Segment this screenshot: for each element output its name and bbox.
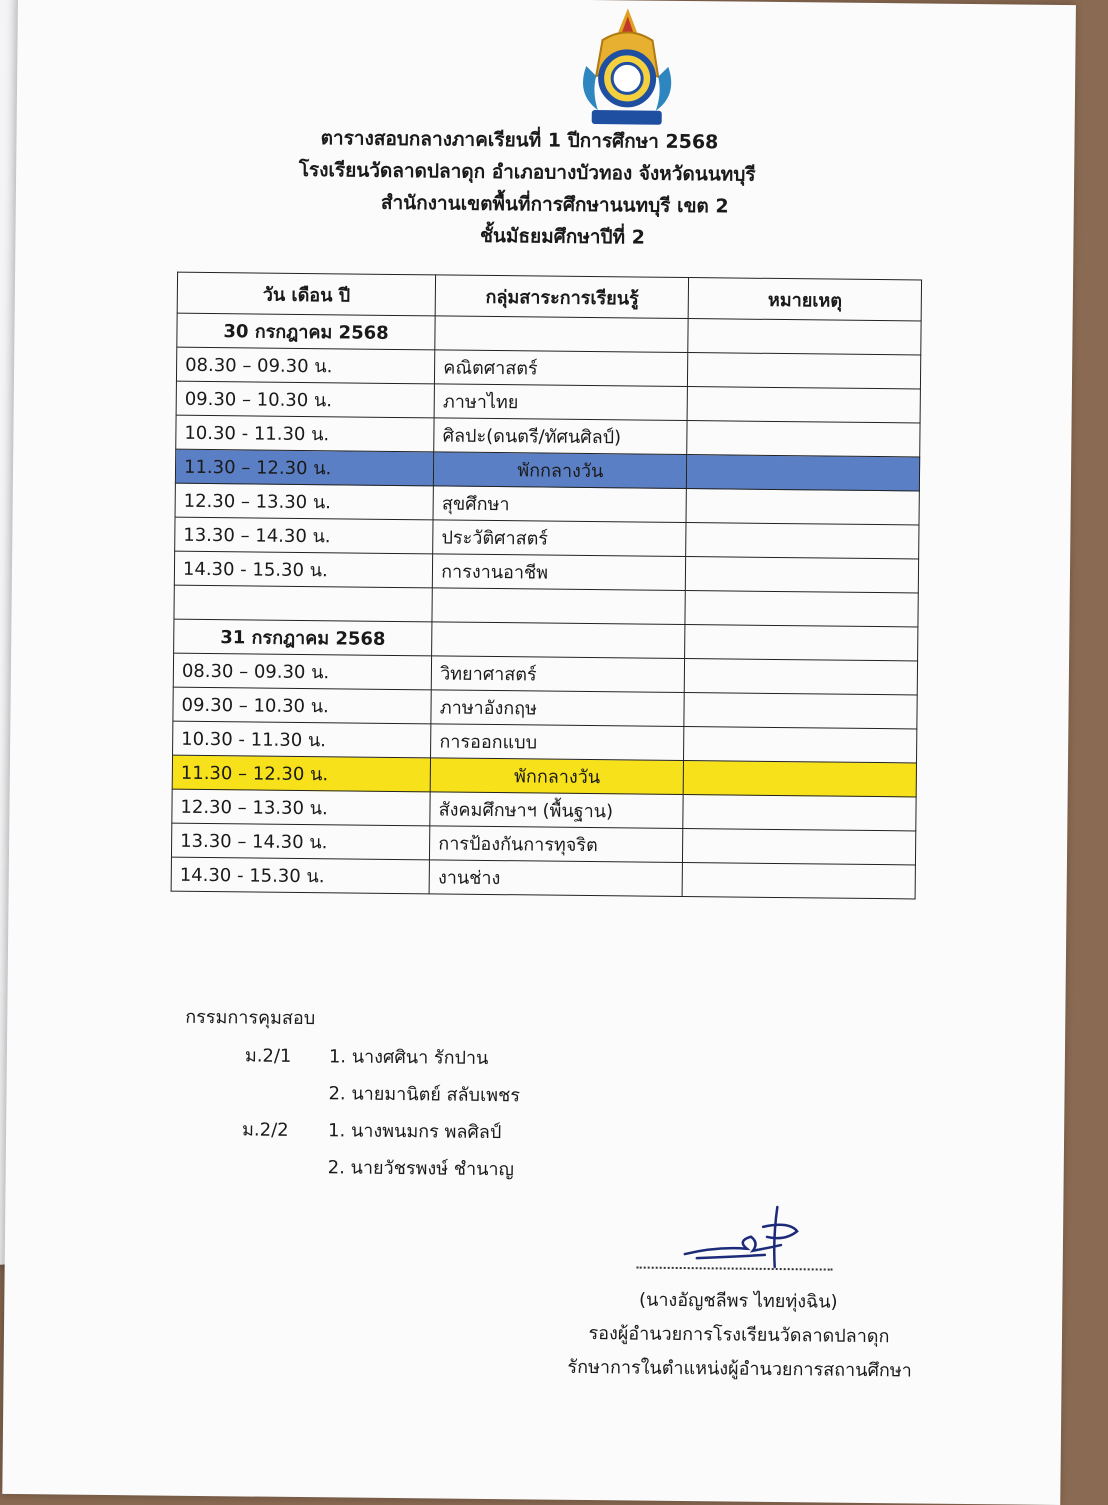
class-label: ม.2/2	[242, 1119, 289, 1141]
signer-acting-position: รักษาการในตำแหน่งผู้อำนวยการสถานศึกษา	[567, 1356, 912, 1382]
title-line-3: สำนักงานเขตพื้นที่การศึกษานนทบุรี เขต 2	[380, 191, 729, 218]
class-label: ม.2/1	[244, 1045, 292, 1067]
time-cell: 13.30 – 14.30 น.	[175, 517, 434, 554]
subject-cell: ภาษาไทย	[434, 384, 687, 421]
time-cell: 14.30 - 15.30 น.	[174, 551, 433, 588]
time-cell: 10.30 - 11.30 น.	[176, 415, 435, 452]
title-line-4: ชั้นมัธยมศึกษาปีที่ 2	[479, 224, 646, 249]
time-cell: 10.30 - 11.30 น.	[173, 721, 432, 758]
subject-cell: ศิลปะ(ดนตรี/ทัศนศิลป์)	[434, 418, 687, 455]
exam-date: 31 กรกฎาคม 2568	[174, 619, 433, 656]
subject-cell: ประวัติศาสตร์	[433, 520, 686, 557]
time-cell: 12.30 – 13.30 น.	[175, 483, 434, 520]
time-cell: 11.30 – 12.30 น.	[175, 449, 434, 486]
time-cell: 12.30 – 13.30 น.	[172, 789, 431, 826]
time-cell: 08.30 – 09.30 น.	[173, 653, 432, 690]
column-header-date: วัน เดือน ปี	[177, 272, 436, 316]
signer-position: รองผู้อำนวยการโรงเรียนวัดลาดปลาดุก	[588, 1323, 890, 1348]
lunch-label: พักกลางวัน	[430, 758, 683, 795]
time-cell: 08.30 – 09.30 น.	[176, 347, 435, 384]
title-line-1: ตารางสอบกลางภาคเรียนที่ 1 ปีการศึกษา 2568	[320, 127, 719, 154]
subject-cell: การป้องกันการทุจริต	[430, 826, 683, 863]
time-cell: 09.30 – 10.30 น.	[176, 381, 435, 418]
exam-schedule-document	[2, 0, 1076, 1505]
column-header-remark: หมายเหตุ	[688, 278, 921, 321]
lunch-label: พักกลางวัน	[434, 452, 687, 489]
subject-cell: งานช่าง	[429, 860, 682, 897]
time-cell: 11.30 – 12.30 น.	[172, 755, 431, 792]
subject-cell: สังคมศึกษาฯ (พื้นฐาน)	[430, 792, 683, 829]
time-cell: 13.30 – 14.30 น.	[171, 823, 430, 860]
subject-cell: การงานอาชีพ	[433, 554, 686, 591]
subject-cell: สุขศึกษา	[433, 486, 686, 523]
subject-cell: การออกแบบ	[431, 724, 684, 761]
proctor-name: 2. นายวัชรพงษ์ ชำนาญ	[327, 1157, 514, 1181]
title-line-2: โรงเรียนวัดลาดปลาดุก อำเภอบางบัวทอง จังหวัดนนทบุรี	[298, 158, 756, 186]
exam-schedule-table	[171, 272, 922, 900]
signature-icon	[677, 1196, 818, 1277]
time-cell: 09.30 – 10.30 น.	[173, 687, 432, 724]
proctor-name: 1. นางศศินา รักปาน	[328, 1046, 489, 1069]
subject-cell: วิทยาศาสตร์	[431, 656, 684, 693]
table-row	[171, 857, 915, 899]
subject-cell: ภาษาอังกฤษ	[431, 690, 684, 727]
subject-cell: คณิตศาสตร์	[435, 350, 688, 387]
proctor-name: 2. นายมานิตย์ สลับเพชร	[328, 1083, 521, 1107]
proctors-title: กรรมการคุมสอบ	[185, 1006, 316, 1030]
school-emblem-icon	[572, 6, 683, 135]
signer-name: (นางอัญชลีพร ไทยทุ่งฉิน)	[638, 1289, 838, 1313]
exam-date: 30 กรกฎาคม 2568	[177, 313, 436, 350]
column-header-subject: กลุ่มสาระการเรียนรู้	[435, 275, 689, 319]
proctor-name: 1. นางพนมกร พลศิลป์	[328, 1120, 502, 1144]
time-cell: 14.30 - 15.30 น.	[171, 857, 430, 894]
